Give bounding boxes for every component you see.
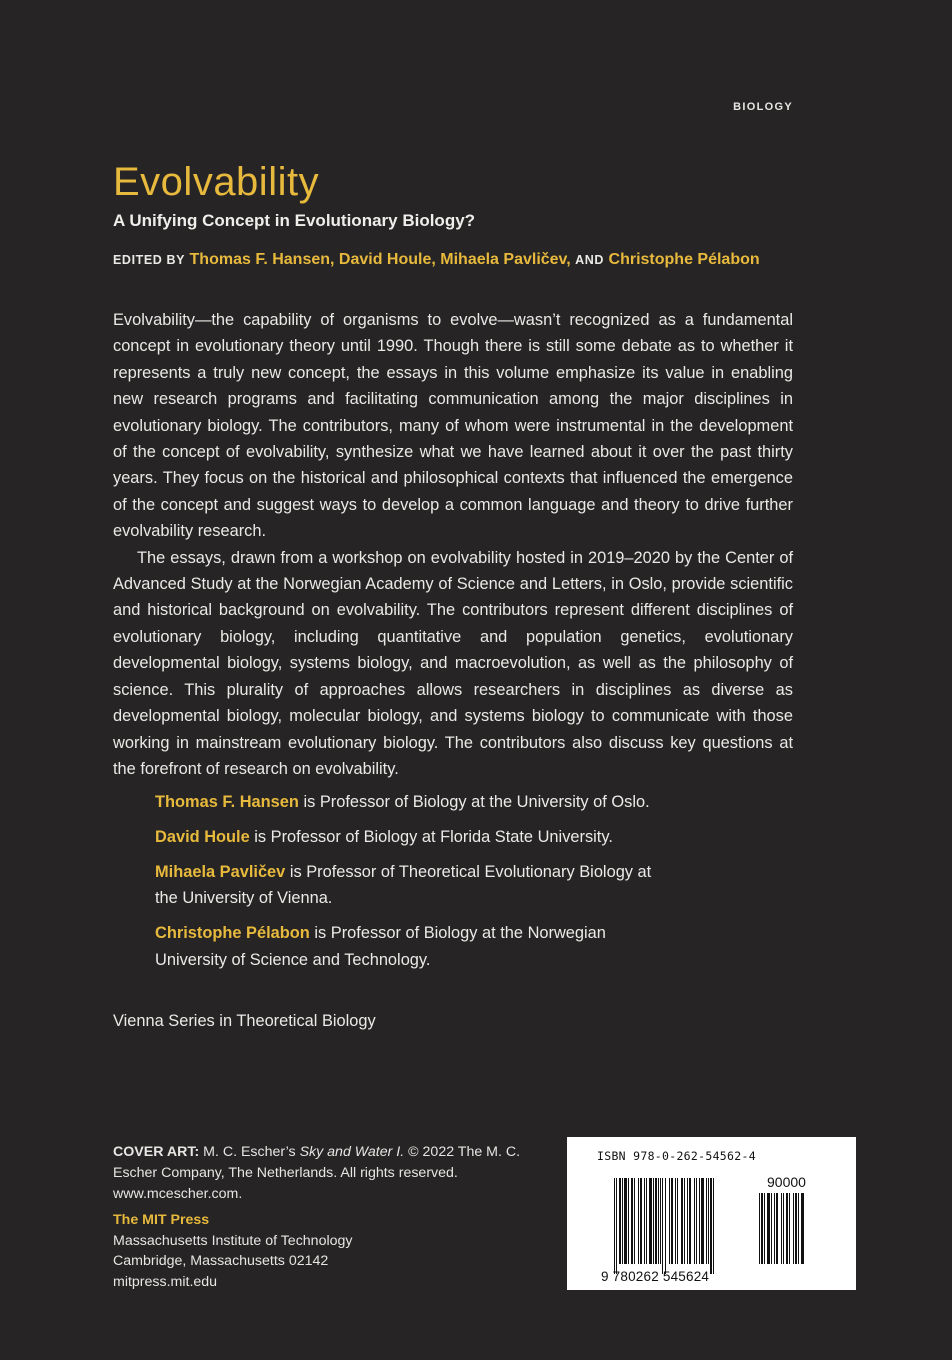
editors-line: [113, 248, 760, 272]
bio-item: [155, 859, 675, 912]
publisher-address-line: Cambridge, Massachusetts 02142: [113, 1253, 329, 1269]
editor-name: Mihaela Pavličev,: [440, 251, 571, 268]
bio-item: [155, 920, 675, 973]
bio-name: Mihaela Pavličev: [155, 863, 286, 881]
bio-text: is Professor of Biology at the Norwegian University of Science and Technology.: [155, 924, 606, 969]
series-name: Vienna Series in Theoretical Biology: [113, 1012, 376, 1030]
publisher-block: [113, 1210, 352, 1292]
barcode-digits: 9 780262 545624: [601, 1269, 710, 1284]
and-label: AND: [575, 253, 605, 267]
publisher-address-line: Massachusetts Institute of Technology: [113, 1232, 353, 1249]
cover-art-label: COVER ART:: [113, 1144, 200, 1160]
description: [113, 307, 793, 782]
description-paragraph: The essays, drawn from a workshop on evolvability hosted in 2019–2020 by the Center of Advanced Study at the Norwegian Academy of Science and Letters, in Oslo, provide scientific and historical background on evolvability. The contributors represent different disciplines of evolutionary biology, including quantitative and population genetics, evolutionary developmental biology, systems biology, and macroevolution, as well as the philosophy of science. This plurality of approaches allows researchers in disciplines as diverse as developmental biology, molecular biology, and systems biology to communicate with those working in mainstream evolutionary biology. The contributors also discuss key questions at the forefront of research on evolvability.: [113, 548, 793, 778]
description-paragraph: Evolvability—the capability of organisms to evolve—wasn’t recognized as a fundamental concept in evolutionary theory until 1990. Though there is still some debate as to whether it represents a truly new concept, the essays in this volume emphasize its value in enabling new research programs and facilitating communication among the major disciplines in evolutionary biology. The contributors, many of whom were instrumental in the development of the concept of evolvability, synthesize what we have learned about it over the past thirty years. They focus on the historical and philosophical contexts that influenced the emergence of the concept and suggest ways to develop a common language and theory to drive further evolvability research.: [113, 311, 793, 541]
bio-name: Christophe Pélabon: [155, 924, 310, 943]
category-label: BIOLOGY: [733, 101, 793, 113]
bio-name: David Houle: [155, 828, 250, 846]
barcode-icon: [614, 1178, 754, 1274]
bio-text: is Professor of Biology at Florida State University.: [249, 828, 613, 846]
cover-art-credit: [113, 1142, 553, 1205]
barcode-addon-number: 90000: [767, 1174, 806, 1190]
publisher-url: mitpress.mit.edu: [113, 1273, 218, 1290]
cover-art-text: M. C. Escher’s: [199, 1144, 300, 1160]
cover-art-work: Sky and Water I.: [299, 1144, 405, 1160]
editor-name: Christophe Pélabon: [608, 251, 760, 268]
editor-name: Thomas F. Hansen,: [189, 251, 335, 268]
bio-text: is Professor of Theoretical Evolutionary Biology at the University of Vienna.: [155, 863, 652, 908]
editor-bios: [155, 789, 675, 982]
isbn-label: ISBN 978-0-262-54562-4: [597, 1149, 756, 1163]
bio-item: [155, 789, 675, 815]
book-subtitle: A Unifying Concept in Evolutionary Biology?: [113, 211, 476, 230]
editor-name: David Houle,: [338, 251, 436, 268]
book-title: Evolvability: [113, 160, 320, 204]
publisher-name: The MIT Press: [113, 1212, 210, 1228]
edited-by-label: EDITED BY: [113, 253, 186, 267]
bio-text: is Professor of Biology at the University of Oslo.: [298, 793, 650, 811]
bio-item: [155, 824, 675, 850]
cover-art-text: © 2022 The M. C. Escher Company, The Netherlands. All rights reserved. www.mcescher.com.: [113, 1144, 521, 1202]
bio-name: Thomas F. Hansen: [155, 793, 299, 811]
barcode-addon-icon: [759, 1193, 817, 1274]
barcode-box: [567, 1137, 856, 1290]
